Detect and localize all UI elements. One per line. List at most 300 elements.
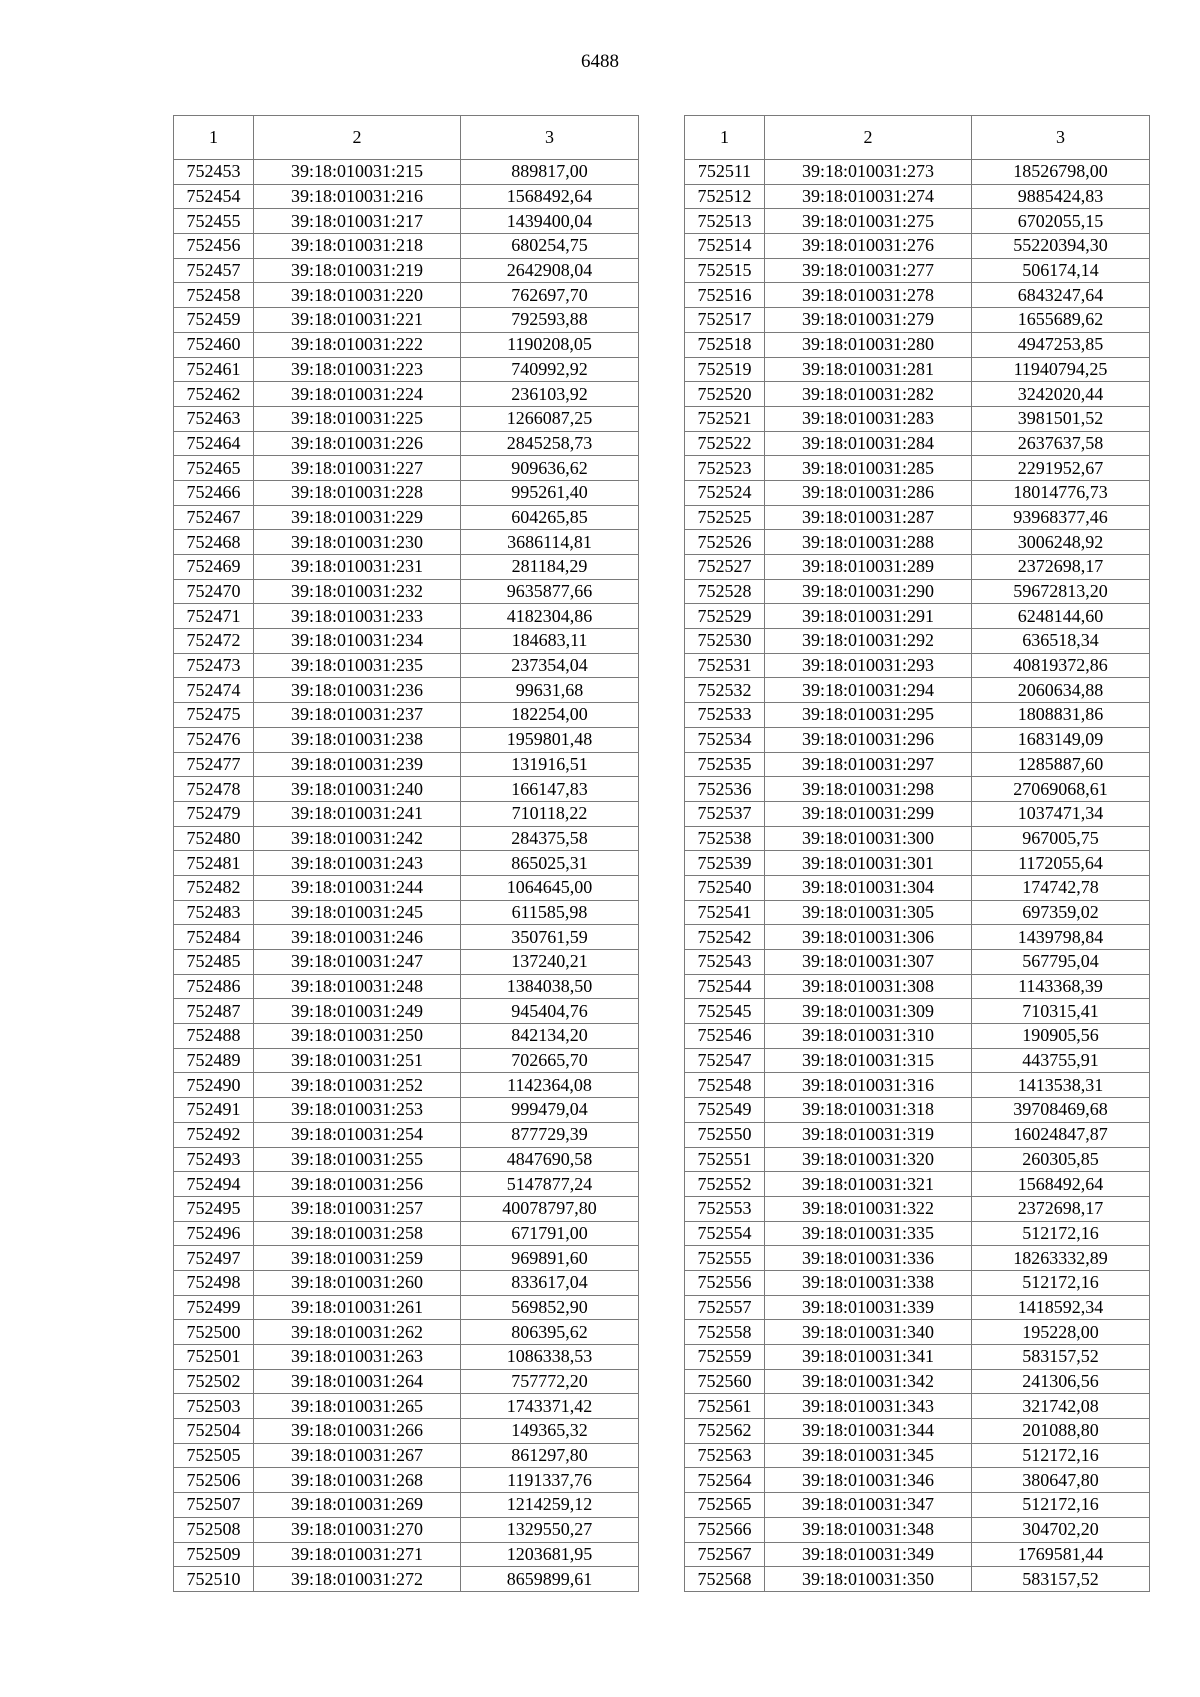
table-row <box>174 703 639 728</box>
cadastral-number-cell: 39:18:010031:224 <box>254 382 461 407</box>
table-row <box>685 851 1150 876</box>
table-row <box>685 332 1150 357</box>
row-number-cell: 752545 <box>685 999 765 1024</box>
row-number-cell: 752546 <box>685 1024 765 1049</box>
cadastral-number-cell: 39:18:010031:272 <box>254 1567 461 1592</box>
value-cell: 969891,60 <box>461 1246 639 1271</box>
row-number-cell: 752544 <box>685 974 765 999</box>
row-number-cell: 752527 <box>685 555 765 580</box>
table-row <box>174 1098 639 1123</box>
value-cell: 762697,70 <box>461 283 639 308</box>
table-row <box>174 530 639 555</box>
row-number-cell: 752542 <box>685 925 765 950</box>
table-row <box>685 1345 1150 1370</box>
cadastral-number-cell: 39:18:010031:315 <box>765 1048 972 1073</box>
table-row <box>685 308 1150 333</box>
cadastral-number-cell: 39:18:010031:260 <box>254 1270 461 1295</box>
cadastral-number-cell: 39:18:010031:308 <box>765 974 972 999</box>
row-number-cell: 752491 <box>174 1098 254 1123</box>
row-number-cell: 752562 <box>685 1419 765 1444</box>
value-cell: 18014776,73 <box>972 480 1150 505</box>
value-cell: 3686114,81 <box>461 530 639 555</box>
cadastral-number-cell: 39:18:010031:344 <box>765 1419 972 1444</box>
cadastral-number-cell: 39:18:010031:258 <box>254 1221 461 1246</box>
value-cell: 1769581,44 <box>972 1542 1150 1567</box>
value-cell: 1086338,53 <box>461 1345 639 1370</box>
cadastral-number-cell: 39:18:010031:243 <box>254 851 461 876</box>
value-cell: 59672813,20 <box>972 579 1150 604</box>
table-row <box>174 1517 639 1542</box>
value-cell: 3006248,92 <box>972 530 1150 555</box>
row-number-cell: 752465 <box>174 456 254 481</box>
row-number-cell: 752563 <box>685 1443 765 1468</box>
table-row <box>174 1567 639 1592</box>
row-number-cell: 752454 <box>174 184 254 209</box>
value-cell: 6702055,15 <box>972 209 1150 234</box>
value-cell: 1568492,64 <box>461 184 639 209</box>
row-number-cell: 752548 <box>685 1073 765 1098</box>
row-number-cell: 752489 <box>174 1048 254 1073</box>
row-number-cell: 752497 <box>174 1246 254 1271</box>
cadastral-number-cell: 39:18:010031:275 <box>765 209 972 234</box>
row-number-cell: 752470 <box>174 579 254 604</box>
value-cell: 6843247,64 <box>972 283 1150 308</box>
table-row <box>685 1468 1150 1493</box>
cadastral-number-cell: 39:18:010031:234 <box>254 629 461 654</box>
cadastral-number-cell: 39:18:010031:227 <box>254 456 461 481</box>
value-cell: 149365,32 <box>461 1419 639 1444</box>
table-row <box>685 604 1150 629</box>
cadastral-number-cell: 39:18:010031:319 <box>765 1122 972 1147</box>
value-cell: 4847690,58 <box>461 1147 639 1172</box>
table-row <box>174 777 639 802</box>
cadastral-number-cell: 39:18:010031:263 <box>254 1345 461 1370</box>
cadastral-number-cell: 39:18:010031:269 <box>254 1493 461 1518</box>
table-row <box>685 579 1150 604</box>
table-row <box>174 678 639 703</box>
value-cell: 99631,68 <box>461 678 639 703</box>
value-cell: 350761,59 <box>461 925 639 950</box>
value-cell: 93968377,46 <box>972 505 1150 530</box>
row-number-cell: 752526 <box>685 530 765 555</box>
value-cell: 16024847,87 <box>972 1122 1150 1147</box>
value-cell: 877729,39 <box>461 1122 639 1147</box>
value-cell: 1266087,25 <box>461 406 639 431</box>
table-row <box>685 1147 1150 1172</box>
row-number-cell: 752483 <box>174 900 254 925</box>
cadastral-number-cell: 39:18:010031:215 <box>254 160 461 185</box>
row-number-cell: 752453 <box>174 160 254 185</box>
table-row <box>174 332 639 357</box>
row-number-cell: 752511 <box>685 160 765 185</box>
table-row <box>685 1221 1150 1246</box>
value-cell: 1743371,42 <box>461 1394 639 1419</box>
row-number-cell: 752558 <box>685 1320 765 1345</box>
table-row <box>174 1542 639 1567</box>
cadastral-number-cell: 39:18:010031:284 <box>765 431 972 456</box>
cadastral-number-cell: 39:18:010031:222 <box>254 332 461 357</box>
value-cell: 40078797,80 <box>461 1196 639 1221</box>
value-cell: 999479,04 <box>461 1098 639 1123</box>
cadastral-number-cell: 39:18:010031:280 <box>765 332 972 357</box>
value-cell: 1418592,34 <box>972 1295 1150 1320</box>
table-row <box>174 1122 639 1147</box>
value-cell: 6248144,60 <box>972 604 1150 629</box>
table-row <box>685 431 1150 456</box>
cadastral-number-cell: 39:18:010031:343 <box>765 1394 972 1419</box>
cadastral-number-cell: 39:18:010031:265 <box>254 1394 461 1419</box>
cadastral-number-cell: 39:18:010031:292 <box>765 629 972 654</box>
value-cell: 1064645,00 <box>461 875 639 900</box>
row-number-cell: 752506 <box>174 1468 254 1493</box>
value-cell: 604265,85 <box>461 505 639 530</box>
table-row <box>685 1295 1150 1320</box>
value-cell: 2637637,58 <box>972 431 1150 456</box>
table-row <box>685 555 1150 580</box>
table-row <box>685 703 1150 728</box>
value-cell: 1143368,39 <box>972 974 1150 999</box>
row-number-cell: 752529 <box>685 604 765 629</box>
cadastral-number-cell: 39:18:010031:285 <box>765 456 972 481</box>
cadastral-number-cell: 39:18:010031:294 <box>765 678 972 703</box>
cadastral-number-cell: 39:18:010031:305 <box>765 900 972 925</box>
row-number-cell: 752464 <box>174 431 254 456</box>
value-cell: 512172,16 <box>972 1443 1150 1468</box>
cadastral-number-cell: 39:18:010031:304 <box>765 875 972 900</box>
cadastral-number-cell: 39:18:010031:242 <box>254 826 461 851</box>
value-cell: 18526798,00 <box>972 160 1150 185</box>
page-number: 6488 <box>581 51 619 72</box>
row-number-cell: 752523 <box>685 456 765 481</box>
table-row <box>685 777 1150 802</box>
table-row <box>174 900 639 925</box>
value-cell: 241306,56 <box>972 1369 1150 1394</box>
cadastral-number-cell: 39:18:010031:219 <box>254 258 461 283</box>
value-cell: 2642908,04 <box>461 258 639 283</box>
cadastral-number-cell: 39:18:010031:273 <box>765 160 972 185</box>
value-cell: 1384038,50 <box>461 974 639 999</box>
row-number-cell: 752521 <box>685 406 765 431</box>
table-row <box>685 1270 1150 1295</box>
cadastral-number-cell: 39:18:010031:247 <box>254 950 461 975</box>
table-row <box>685 530 1150 555</box>
table-row <box>174 1493 639 1518</box>
row-number-cell: 752458 <box>174 283 254 308</box>
cadastral-number-cell: 39:18:010031:230 <box>254 530 461 555</box>
cadastral-number-cell: 39:18:010031:256 <box>254 1172 461 1197</box>
row-number-cell: 752487 <box>174 999 254 1024</box>
table-row <box>174 875 639 900</box>
row-number-cell: 752525 <box>685 505 765 530</box>
row-number-cell: 752485 <box>174 950 254 975</box>
table-row <box>174 505 639 530</box>
row-number-cell: 752514 <box>685 234 765 259</box>
row-number-cell: 752522 <box>685 431 765 456</box>
table-row <box>685 727 1150 752</box>
cadastral-number-cell: 39:18:010031:296 <box>765 727 972 752</box>
table-row <box>174 629 639 654</box>
cadastral-number-cell: 39:18:010031:338 <box>765 1270 972 1295</box>
value-cell: 1413538,31 <box>972 1073 1150 1098</box>
row-number-cell: 752532 <box>685 678 765 703</box>
table-row <box>685 234 1150 259</box>
row-number-cell: 752478 <box>174 777 254 802</box>
cadastral-number-cell: 39:18:010031:318 <box>765 1098 972 1123</box>
row-number-cell: 752567 <box>685 1542 765 1567</box>
row-number-cell: 752513 <box>685 209 765 234</box>
row-number-cell: 752475 <box>174 703 254 728</box>
row-number-cell: 752507 <box>174 1493 254 1518</box>
cadastral-number-cell: 39:18:010031:309 <box>765 999 972 1024</box>
table-row <box>174 1419 639 1444</box>
row-number-cell: 752528 <box>685 579 765 604</box>
table-row <box>174 160 639 185</box>
value-cell: 237354,04 <box>461 653 639 678</box>
row-number-cell: 752472 <box>174 629 254 654</box>
value-cell: 1439798,84 <box>972 925 1150 950</box>
cadastral-number-cell: 39:18:010031:345 <box>765 1443 972 1468</box>
table-row <box>685 1196 1150 1221</box>
cadastral-number-cell: 39:18:010031:340 <box>765 1320 972 1345</box>
value-cell: 182254,00 <box>461 703 639 728</box>
row-number-cell: 752459 <box>174 308 254 333</box>
cadastral-number-cell: 39:18:010031:293 <box>765 653 972 678</box>
row-number-cell: 752552 <box>685 1172 765 1197</box>
value-cell: 792593,88 <box>461 308 639 333</box>
row-number-cell: 752540 <box>685 875 765 900</box>
row-number-cell: 752554 <box>685 1221 765 1246</box>
cadastral-number-cell: 39:18:010031:335 <box>765 1221 972 1246</box>
table-row <box>174 752 639 777</box>
table-row <box>174 727 639 752</box>
row-number-cell: 752560 <box>685 1369 765 1394</box>
value-cell: 18263332,89 <box>972 1246 1150 1271</box>
value-cell: 1439400,04 <box>461 209 639 234</box>
cadastral-number-cell: 39:18:010031:310 <box>765 1024 972 1049</box>
value-cell: 833617,04 <box>461 1270 639 1295</box>
row-number-cell: 752457 <box>174 258 254 283</box>
row-number-cell: 752541 <box>685 900 765 925</box>
value-cell: 512172,16 <box>972 1221 1150 1246</box>
row-number-cell: 752543 <box>685 950 765 975</box>
cadastral-number-cell: 39:18:010031:274 <box>765 184 972 209</box>
table-row <box>174 1221 639 1246</box>
table-row <box>685 456 1150 481</box>
row-number-cell: 752509 <box>174 1542 254 1567</box>
table-row <box>174 283 639 308</box>
table-row <box>174 604 639 629</box>
row-number-cell: 752534 <box>685 727 765 752</box>
cadastral-number-cell: 39:18:010031:259 <box>254 1246 461 1271</box>
table-row <box>174 1443 639 1468</box>
table-row <box>685 209 1150 234</box>
value-cell: 4182304,86 <box>461 604 639 629</box>
table-row <box>174 1270 639 1295</box>
value-cell: 740992,92 <box>461 357 639 382</box>
table-row <box>685 1369 1150 1394</box>
value-cell: 967005,75 <box>972 826 1150 851</box>
table-row <box>174 1345 639 1370</box>
cadastral-number-cell: 39:18:010031:221 <box>254 308 461 333</box>
cadastral-number-cell: 39:18:010031:249 <box>254 999 461 1024</box>
table-row <box>174 209 639 234</box>
table-row <box>685 974 1150 999</box>
row-number-cell: 752520 <box>685 382 765 407</box>
cadastral-number-cell: 39:18:010031:339 <box>765 1295 972 1320</box>
row-number-cell: 752533 <box>685 703 765 728</box>
cadastral-number-cell: 39:18:010031:283 <box>765 406 972 431</box>
row-number-cell: 752503 <box>174 1394 254 1419</box>
table-row <box>174 1295 639 1320</box>
table-row <box>685 875 1150 900</box>
table-row <box>174 950 639 975</box>
value-cell: 131916,51 <box>461 752 639 777</box>
row-number-cell: 752512 <box>685 184 765 209</box>
table-row <box>174 456 639 481</box>
row-number-cell: 752559 <box>685 1345 765 1370</box>
value-cell: 1190208,05 <box>461 332 639 357</box>
value-cell: 380647,80 <box>972 1468 1150 1493</box>
table-row <box>685 653 1150 678</box>
row-number-cell: 752508 <box>174 1517 254 1542</box>
row-number-cell: 752467 <box>174 505 254 530</box>
row-number-cell: 752498 <box>174 1270 254 1295</box>
table-row <box>174 382 639 407</box>
value-cell: 1568492,64 <box>972 1172 1150 1197</box>
cadastral-number-cell: 39:18:010031:233 <box>254 604 461 629</box>
table-row <box>685 1172 1150 1197</box>
table-row <box>685 1024 1150 1049</box>
value-cell: 945404,76 <box>461 999 639 1024</box>
value-cell: 201088,80 <box>972 1419 1150 1444</box>
value-cell: 861297,80 <box>461 1443 639 1468</box>
row-number-cell: 752496 <box>174 1221 254 1246</box>
row-number-cell: 752556 <box>685 1270 765 1295</box>
value-cell: 1214259,12 <box>461 1493 639 1518</box>
row-number-cell: 752561 <box>685 1394 765 1419</box>
table-row <box>174 357 639 382</box>
row-number-cell: 752486 <box>174 974 254 999</box>
cadastral-number-cell: 39:18:010031:278 <box>765 283 972 308</box>
column-header: 3 <box>972 116 1150 160</box>
value-cell: 702665,70 <box>461 1048 639 1073</box>
row-number-cell: 752539 <box>685 851 765 876</box>
table-row <box>685 752 1150 777</box>
row-number-cell: 752550 <box>685 1122 765 1147</box>
value-cell: 583157,52 <box>972 1567 1150 1592</box>
cadastral-number-cell: 39:18:010031:281 <box>765 357 972 382</box>
cadastral-number-cell: 39:18:010031:225 <box>254 406 461 431</box>
cadastral-number-cell: 39:18:010031:216 <box>254 184 461 209</box>
row-number-cell: 752501 <box>174 1345 254 1370</box>
row-number-cell: 752482 <box>174 875 254 900</box>
row-number-cell: 752494 <box>174 1172 254 1197</box>
value-cell: 569852,90 <box>461 1295 639 1320</box>
cadastral-number-cell: 39:18:010031:229 <box>254 505 461 530</box>
row-number-cell: 752547 <box>685 1048 765 1073</box>
value-cell: 3242020,44 <box>972 382 1150 407</box>
table-row <box>685 1098 1150 1123</box>
table-row <box>685 950 1150 975</box>
row-number-cell: 752553 <box>685 1196 765 1221</box>
value-cell: 1959801,48 <box>461 727 639 752</box>
value-cell: 757772,20 <box>461 1369 639 1394</box>
cadastral-number-cell: 39:18:010031:348 <box>765 1517 972 1542</box>
value-cell: 1808831,86 <box>972 703 1150 728</box>
table-row <box>174 1073 639 1098</box>
table-row <box>685 1419 1150 1444</box>
value-cell: 5147877,24 <box>461 1172 639 1197</box>
cadastral-number-cell: 39:18:010031:262 <box>254 1320 461 1345</box>
cadastral-number-cell: 39:18:010031:291 <box>765 604 972 629</box>
cadastral-number-cell: 39:18:010031:235 <box>254 653 461 678</box>
value-cell: 260305,85 <box>972 1147 1150 1172</box>
table-row <box>174 1468 639 1493</box>
value-cell: 321742,08 <box>972 1394 1150 1419</box>
value-cell: 697359,02 <box>972 900 1150 925</box>
value-cell: 236103,92 <box>461 382 639 407</box>
cadastral-number-cell: 39:18:010031:336 <box>765 1246 972 1271</box>
table-row <box>174 826 639 851</box>
cadastral-number-cell: 39:18:010031:223 <box>254 357 461 382</box>
cadastral-number-cell: 39:18:010031:307 <box>765 950 972 975</box>
column-header: 1 <box>685 116 765 160</box>
row-number-cell: 752476 <box>174 727 254 752</box>
cadastral-number-cell: 39:18:010031:257 <box>254 1196 461 1221</box>
table-row <box>174 579 639 604</box>
column-header: 2 <box>254 116 461 160</box>
table-row <box>685 1567 1150 1592</box>
value-cell: 1191337,76 <box>461 1468 639 1493</box>
value-cell: 27069068,61 <box>972 777 1150 802</box>
table-row <box>685 160 1150 185</box>
cadastral-number-cell: 39:18:010031:250 <box>254 1024 461 1049</box>
value-cell: 281184,29 <box>461 555 639 580</box>
cadastral-number-cell: 39:18:010031:349 <box>765 1542 972 1567</box>
row-number-cell: 752493 <box>174 1147 254 1172</box>
cadastral-number-cell: 39:18:010031:297 <box>765 752 972 777</box>
row-number-cell: 752504 <box>174 1419 254 1444</box>
table-row <box>174 1246 639 1271</box>
cadastral-number-cell: 39:18:010031:277 <box>765 258 972 283</box>
cadastral-number-cell: 39:18:010031:342 <box>765 1369 972 1394</box>
cadastral-number-cell: 39:18:010031:220 <box>254 283 461 308</box>
table-row <box>174 406 639 431</box>
table-row <box>174 234 639 259</box>
cadastral-number-cell: 39:18:010031:287 <box>765 505 972 530</box>
table-row <box>685 1542 1150 1567</box>
table-row <box>174 1024 639 1049</box>
table-row <box>174 801 639 826</box>
cadastral-number-cell: 39:18:010031:246 <box>254 925 461 950</box>
cadastral-number-cell: 39:18:010031:253 <box>254 1098 461 1123</box>
table-row <box>685 801 1150 826</box>
cadastral-number-cell: 39:18:010031:341 <box>765 1345 972 1370</box>
cadastral-number-cell: 39:18:010031:316 <box>765 1073 972 1098</box>
table-row <box>685 999 1150 1024</box>
value-cell: 11940794,25 <box>972 357 1150 382</box>
value-cell: 39708469,68 <box>972 1098 1150 1123</box>
row-number-cell: 752518 <box>685 332 765 357</box>
row-number-cell: 752564 <box>685 1468 765 1493</box>
cadastral-number-cell: 39:18:010031:217 <box>254 209 461 234</box>
table-row <box>685 1517 1150 1542</box>
left-table <box>173 115 639 1592</box>
table-row <box>685 925 1150 950</box>
row-number-cell: 752505 <box>174 1443 254 1468</box>
cadastral-number-cell: 39:18:010031:228 <box>254 480 461 505</box>
value-cell: 865025,31 <box>461 851 639 876</box>
